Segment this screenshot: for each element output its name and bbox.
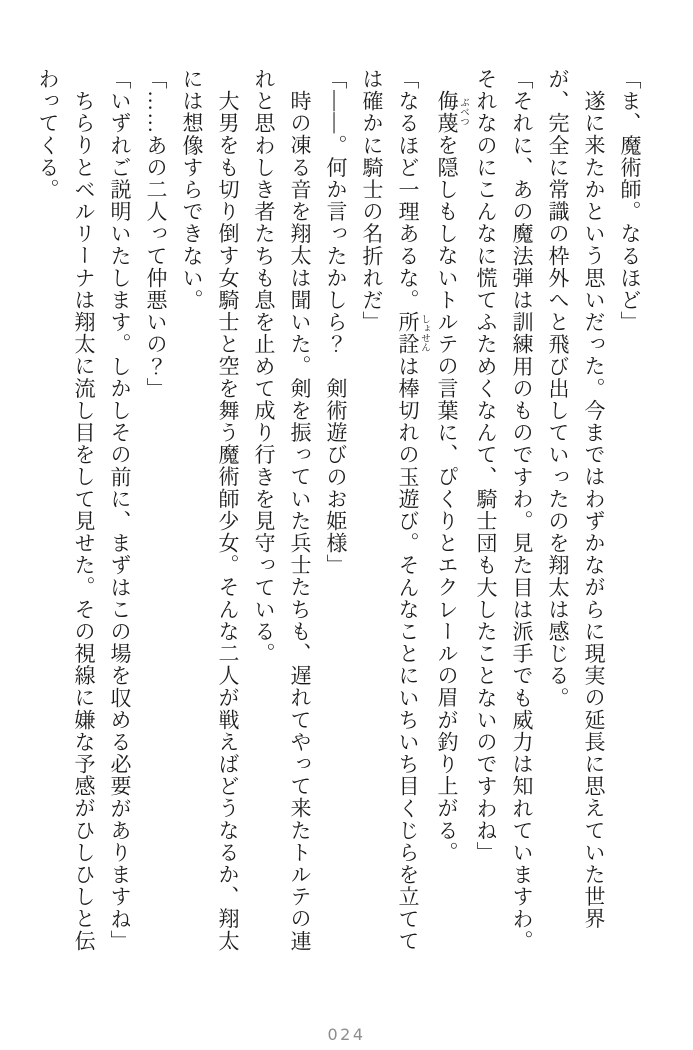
furigana-term: 所詮 しょせん: [396, 311, 429, 356]
page-number: 024: [327, 1025, 366, 1044]
paragraph: ちらりとベルリーナは翔太に流し目をして見せた。その視線に嫌な予感がひしひしと伝わってくる。: [36, 68, 96, 952]
furigana-term: 侮蔑 ぶべつ: [435, 90, 468, 135]
paragraph: 「それに、あの魔法弾は訓練用のものですわ。見た目は派手でも威力は知れていますわ。それなのにこんなに慌てふためくなんて、騎士団も大したことないのですわね」: [474, 68, 534, 952]
paragraph: 時の凍る音を翔太は聞いた。剣を振っていた兵士たちも、遅れてやって来たトルテの連れと思わしき者たちも息を止めて成り行きを見守っている。: [252, 68, 312, 952]
paragraph: 侮蔑 ぶべつを隠しもしないトルテの言葉に、ぴくりとエクレールの眉が釣り上がる。: [435, 90, 468, 864]
paragraph: 「――。何か言ったかしら？ 剣術遊びのお姫様」: [324, 68, 348, 577]
paragraph: 大男をも切り倒す女騎士と空を舞う魔術師少女。そんな二人が戦えばどうなるか、翔太には想像すらできない。: [180, 68, 240, 952]
paragraph: 「なるほど一理あるな。所詮 しょせんは棒切れの玉遊び。そんなことにいちいち目くじらを立てては確かに騎士の名折れだ」: [360, 68, 429, 953]
paragraph: 遂に来たかという思いだった。今まではわずかながらに現実の延長に思えていた世界が、完全に常識の枠外へと飛び出していったのを翔太は感じる。: [546, 68, 606, 930]
vertical-text: [30, 68, 648, 954]
paragraph: 「……あの二人って仲悪いの？」: [144, 68, 168, 400]
paragraph: 「いずれご説明いたします。しかしその前に、まずはこの場を収める必要がありますね」: [108, 68, 132, 952]
paragraph: 「ま、魔術師。なるほど」: [618, 68, 642, 334]
